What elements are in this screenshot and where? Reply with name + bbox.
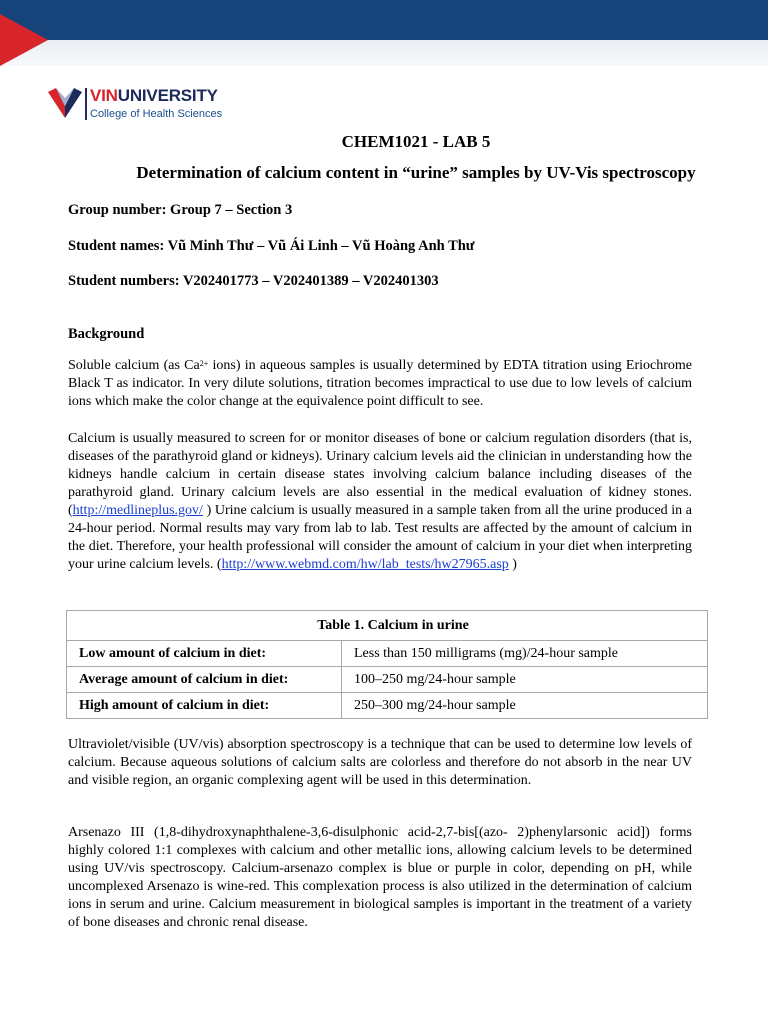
table-row-value: 100–250 mg/24-hour sample bbox=[342, 667, 708, 693]
table-row bbox=[67, 693, 708, 719]
superscript-charge: 2+ bbox=[199, 359, 209, 368]
table-row-value: Less than 150 milligrams (mg)/24-hour sample bbox=[342, 641, 708, 667]
table-row-label: High amount of calcium in diet: bbox=[67, 693, 342, 719]
table-row-label: Low amount of calcium in diet: bbox=[67, 641, 342, 667]
table-row-value: 250–300 mg/24-hour sample bbox=[342, 693, 708, 719]
medlineplus-link[interactable]: http://medlineplus.gov/ bbox=[72, 503, 203, 518]
logo-divider bbox=[85, 88, 87, 120]
logo-subtitle: College of Health Sciences bbox=[90, 108, 223, 120]
student-numbers: Student numbers: V202401773 – V202401389 – V202401303 bbox=[68, 273, 439, 289]
header-red-triangle bbox=[0, 14, 48, 66]
student-names: Student names: Vũ Minh Thư – Vũ Ái Linh – Vũ Hoàng Anh Thư bbox=[68, 238, 475, 254]
table-row bbox=[67, 641, 708, 667]
header-stripe bbox=[0, 40, 768, 66]
calcium-table bbox=[66, 610, 708, 719]
lab-title: Determination of calcium content in “urine” samples by UV-Vis spectroscopy bbox=[136, 163, 696, 182]
background-heading: Background bbox=[68, 326, 145, 342]
table-row-label: Average amount of calcium in diet: bbox=[67, 667, 342, 693]
table-row bbox=[67, 667, 708, 693]
table-caption: Table 1. Calcium in urine bbox=[67, 611, 708, 641]
logo-title: VINUNIVERSITY bbox=[90, 86, 218, 105]
uv-vis-paragraph: Ultraviolet/visible (UV/vis) absorption spectroscopy is a technique that can be used to determine low levels of calcium. Because aqueous solutions of calcium salts are colorless and therefore do not absorb in the near UV and visible region, an organic complexing agent will be used in this determination. bbox=[68, 737, 692, 788]
course-title: CHEM1021 - LAB 5 bbox=[341, 132, 491, 151]
arsenazo-paragraph: Arsenazo III (1,8-dihydroxynaphthalene-3,6-disulphonic acid-2,7-bis[(azo- 2)phenylarsonic acid]) forms highly colored 1:1 complexes with calcium and other metallic ions, allowing calcium levels to be determined using UV/vis spectroscopy. Calcium-arsenazo complex is blue or purple in color, depending on pH, while uncomplexed Arsenazo is wine-red. This complexation process is also utilized in the determination of calcium ions in serum and urine. Calcium measurement in biological samples is important in the treatment of a variety of bone diseases and chronic renal disease. bbox=[68, 825, 692, 930]
background-paragraph-1: Soluble calcium (as $Ca^{2+}$ ions) in aqueous samples is usually determined by EDTA titration using Eriochrome Black T as indicator. In very dilute solutions, titration becomes impractical to use due to low levels of calcium ions which make the color change at the equivalence point difficult to see. bbox=[68, 358, 693, 409]
university-logo bbox=[48, 84, 238, 124]
vinuniversity-logo-icon bbox=[48, 86, 84, 120]
header-bar bbox=[0, 0, 768, 40]
webmd-link[interactable]: http://www.webmd.com/hw/lab_tests/hw27965.asp bbox=[221, 557, 509, 572]
background-paragraph-2: Calcium is usually measured to screen for or monitor diseases of bone or calcium regulation disorders (that is, diseases of the parathyroid gland or kidneys). Urinary calcium levels aid the clinician in understanding how the kidneys handle calcium in certain disease states involving calcium balance including diseases of the parathyroid gland. Urinary calcium levels are also essential in the medical evaluation of kidney stones. (http://medlineplus.gov/ ) Urine calcium is usually measured in a sample taken from all the urine produced in a 24-hour period. Normal results may vary from lab to lab. Test results are affected by the amount of calcium in the diet. Therefore, your health professional will consider the amount of calcium in your diet when interpreting your urine calcium levels. (http://www.webmd.com/hw/lab_tests/hw27965.asp ) bbox=[68, 431, 692, 572]
group-number: Group number: Group 7 – Section 3 bbox=[68, 202, 293, 218]
